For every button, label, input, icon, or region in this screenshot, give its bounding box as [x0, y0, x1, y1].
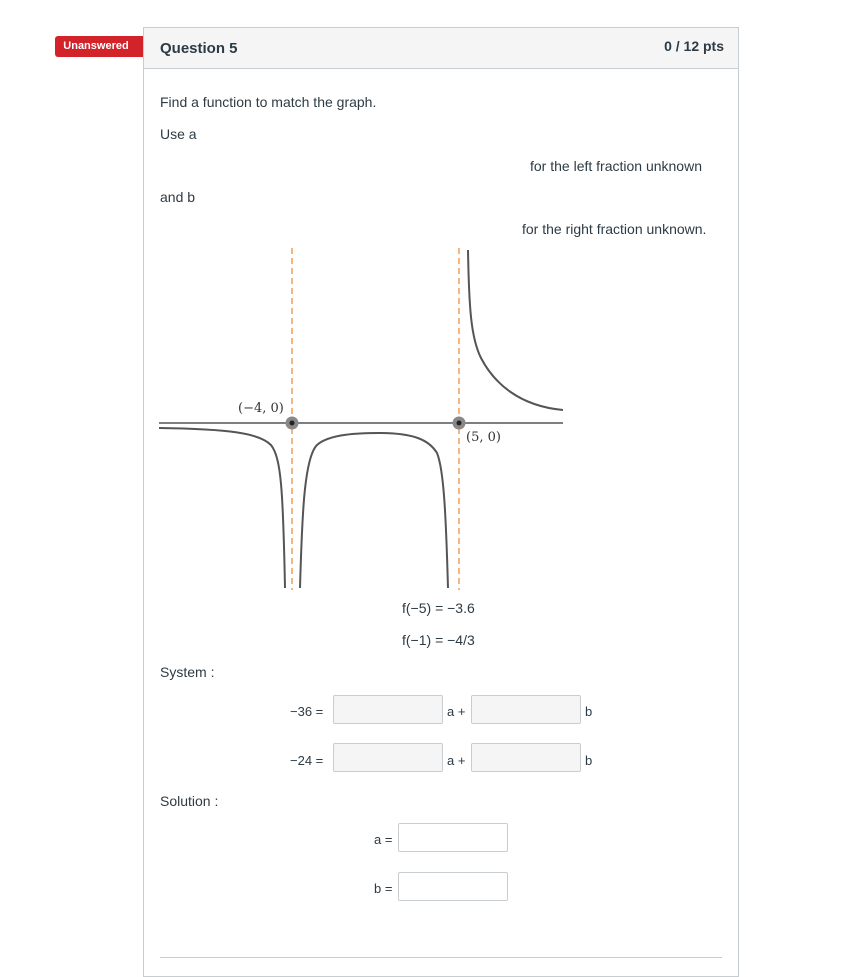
system-row2-lhs: −24 =: [290, 753, 324, 768]
given-f-neg1: f(−1) = −4/3: [402, 632, 475, 648]
point-left-label: (−4, 0): [238, 401, 284, 416]
point-right: [457, 421, 462, 426]
curve-right-branch: [468, 250, 563, 410]
system-row1-a-suffix: a +: [447, 704, 466, 719]
question-title: Question 5: [160, 40, 238, 57]
solution-a-input[interactable]: [398, 823, 508, 852]
given-f-neg5: f(−5) = −3.6: [402, 600, 475, 616]
and-b-text: and b: [160, 189, 196, 205]
right-fraction-text: for the right fraction unknown.: [522, 221, 707, 237]
left-fraction-text: for the left fraction unknown: [530, 158, 702, 174]
question-header: [144, 28, 738, 69]
use-a-text: Use a: [160, 126, 197, 142]
system-label: System :: [160, 664, 215, 680]
question-prompt: Find a function to match the graph.: [160, 94, 377, 110]
solution-label: Solution :: [160, 793, 219, 809]
system-row1-lhs: −36 =: [290, 704, 324, 719]
question-points: 0 / 12 pts: [664, 38, 724, 54]
point-right-label: (5, 0): [466, 430, 501, 445]
divider: [160, 957, 722, 958]
status-badge: [55, 36, 143, 57]
curve-middle-branch: [300, 433, 448, 588]
function-graph: [159, 248, 565, 590]
system-row2-a-suffix: a +: [447, 753, 466, 768]
status-badge-label: Unanswered: [55, 36, 143, 57]
solution-b-label: b =: [374, 881, 393, 896]
solution-a-label: a =: [374, 832, 393, 847]
curve-left-branch: [159, 428, 285, 588]
system-row2-b-suffix: b: [585, 753, 593, 768]
system-row2-b-input[interactable]: [471, 743, 581, 772]
system-row2-a-input[interactable]: [333, 743, 443, 772]
system-row1-b-suffix: b: [585, 704, 593, 719]
system-row1-b-input[interactable]: [471, 695, 581, 724]
system-row1-a-input[interactable]: [333, 695, 443, 724]
solution-b-input[interactable]: [398, 872, 508, 901]
point-left: [290, 421, 295, 426]
